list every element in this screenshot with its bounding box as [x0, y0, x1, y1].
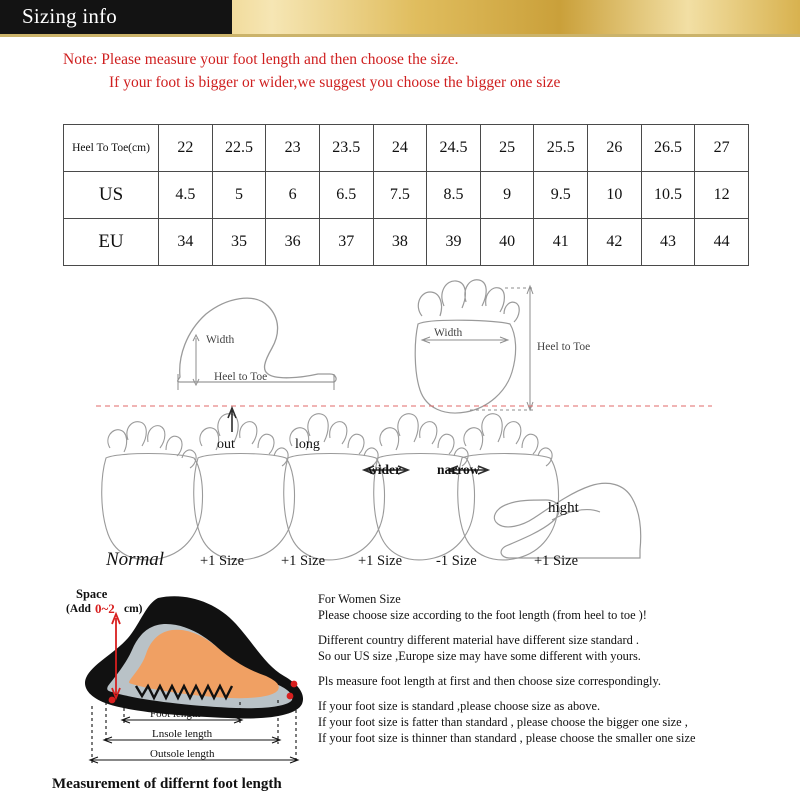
foot-shape-long: [284, 414, 385, 560]
size-note-line-2: If your foot is bigger or wider,we suggest you choose the bigger one size: [109, 74, 561, 91]
measurement-diagram: [40, 580, 330, 800]
table-cell: 23: [266, 125, 320, 172]
table-cell: 22.5: [212, 125, 266, 172]
table-cell: 6.5: [319, 172, 373, 219]
table-cell: 44: [695, 219, 749, 266]
shape-bottom-label-3: +1 Size: [281, 553, 326, 569]
table-cell: 23.5: [319, 125, 373, 172]
header-underline: [0, 34, 800, 37]
shape-top-label-narrow-text: narrow: [437, 462, 480, 477]
description-line-1: Please choose size according to the foot length (from heel to toe )!: [318, 608, 647, 622]
ankle-height-sketch: [494, 483, 640, 558]
table-cell: 9.5: [534, 172, 588, 219]
row-header-us: US: [64, 172, 159, 219]
table-cell: 10.5: [641, 172, 695, 219]
space-add-unit-text: cm): [124, 603, 143, 615]
table-cell: 4.5: [159, 172, 213, 219]
table-cell: 24.5: [427, 125, 481, 172]
shape-bottom-label-normal: Normal: [106, 549, 165, 570]
table-cell: 42: [588, 219, 642, 266]
shape-top-label-wider-text: wider: [368, 462, 401, 477]
table-cell: 38: [373, 219, 427, 266]
side-foot-width-label-text: Width: [206, 334, 235, 346]
shape-bottom-label-2: +1 Size: [200, 553, 245, 569]
table-cell: 40: [480, 219, 534, 266]
foot-diagrams: [0, 262, 800, 580]
description-line-5: If your foot size is standard ,please choose size as above.: [318, 699, 601, 713]
space-label-text: Space: [76, 587, 108, 601]
table-cell: 22: [159, 125, 213, 172]
table-cell: 27: [695, 125, 749, 172]
foot-length-label-text: Foot length: [150, 708, 201, 720]
table-cell: 26: [588, 125, 642, 172]
foot-shape-narrow: [448, 414, 559, 560]
table-cell: 36: [266, 219, 320, 266]
size-chart-table: [63, 124, 749, 266]
table-cell: 25: [480, 125, 534, 172]
page-title: Sizing info: [22, 4, 117, 28]
shape-top-label-out: out: [217, 437, 235, 452]
table-cell: 24: [373, 125, 427, 172]
shape-bottom-label-5: -1 Size: [436, 553, 477, 569]
description-line-3: So our US size ,Europe size may have some different with yours.: [318, 649, 641, 663]
insole-length-label-text: Lnsole length: [152, 728, 213, 740]
outsole-length-label-text: Outsole length: [150, 748, 215, 760]
table-cell: 37: [319, 219, 373, 266]
measurement-caption: Measurement of differnt foot length: [52, 776, 282, 792]
page-header: [0, 0, 800, 40]
ankle-height-label-text: hight: [548, 500, 579, 516]
table-cell: 8.5: [427, 172, 481, 219]
description-line-4: Pls measure foot length at first and then choose size correspondingly.: [318, 674, 661, 688]
table-row: [64, 125, 749, 172]
shape-bottom-label-6: +1 Size: [534, 553, 579, 569]
row-header-heel-to-toe: Heel To Toe(cm): [64, 125, 159, 172]
table-cell: 6: [266, 172, 320, 219]
table-cell: 5: [212, 172, 266, 219]
table-cell: 25.5: [534, 125, 588, 172]
table-cell: 35: [212, 219, 266, 266]
table-cell: 12: [695, 172, 749, 219]
size-note: [63, 48, 749, 94]
bottom-section: [0, 580, 800, 800]
size-description: [318, 592, 788, 756]
table-cell: 7.5: [373, 172, 427, 219]
shape-top-label-long: long: [295, 437, 320, 452]
description-line-7: If your foot size is thinner than standard , please choose the smaller one size: [318, 731, 696, 745]
shape-bottom-label-4: +1 Size: [358, 553, 403, 569]
top-foot-heel-to-toe-label-text: Heel to Toe: [537, 341, 591, 353]
description-title: For Women Size: [318, 592, 401, 606]
table-cell: 43: [641, 219, 695, 266]
size-note-line-1: Note: Please measure your foot length and then choose the size.: [63, 51, 459, 68]
space-add-value-text: 0~2: [95, 601, 115, 616]
table-cell: 34: [159, 219, 213, 266]
description-line-2: Different country different material have different size standard .: [318, 633, 639, 647]
table-cell: 10: [588, 172, 642, 219]
side-foot-heel-to-toe-label-text: Heel to Toe: [214, 371, 268, 383]
table-row: [64, 172, 749, 219]
table-cell: 26.5: [641, 125, 695, 172]
foot-shape-normal: [102, 422, 203, 560]
row-header-eu: EU: [64, 219, 159, 266]
table-cell: 9: [480, 172, 534, 219]
foot-shape-out: [194, 408, 295, 560]
table-cell: 41: [534, 219, 588, 266]
table-row: [64, 219, 749, 266]
description-line-6: If your foot size is fatter than standard , please choose the bigger one size ,: [318, 715, 688, 729]
space-add-text: (Add: [66, 603, 91, 615]
table-cell: 39: [427, 219, 481, 266]
top-foot-outline: [415, 280, 519, 413]
side-foot-outline: [178, 298, 336, 382]
top-foot-width-label-text: Width: [434, 327, 463, 339]
